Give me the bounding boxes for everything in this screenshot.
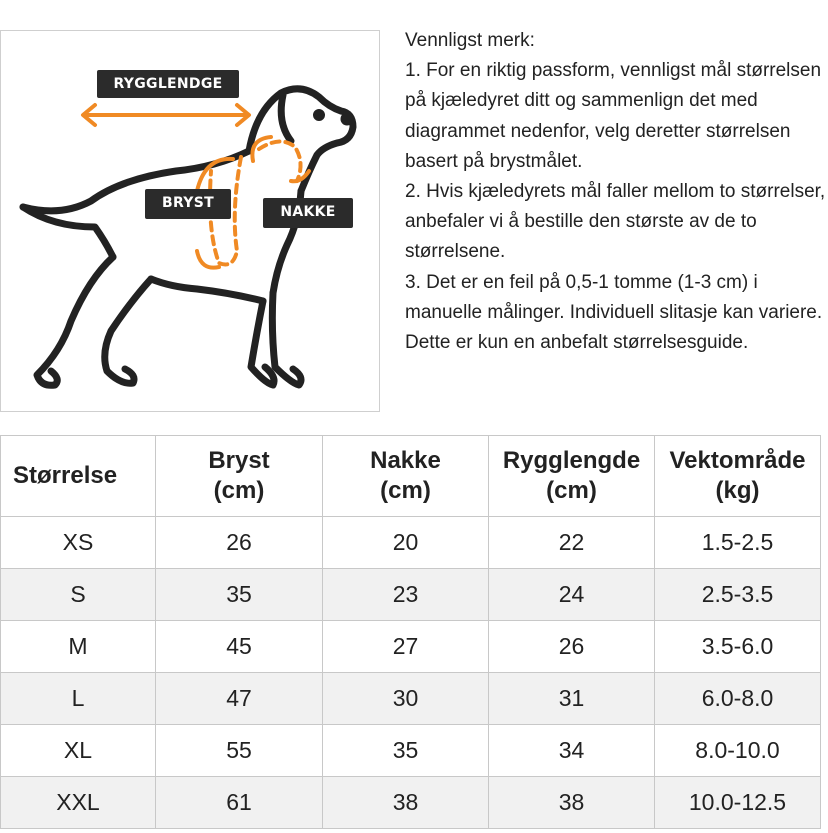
header-back-length [489, 436, 655, 517]
cell-back-length: 26 [489, 621, 655, 673]
table-row [1, 777, 821, 829]
note-line-4: Dette er kun en anbefalt størrelsesguide. [405, 332, 749, 354]
header-neck-unit: (cm) [380, 477, 431, 504]
cell-neck: 27 [323, 621, 489, 673]
header-chest [156, 436, 323, 517]
table-row [1, 569, 821, 621]
cell-back-length: 24 [489, 569, 655, 621]
cell-chest: 45 [156, 621, 323, 673]
cell-weight: 1.5-2.5 [655, 517, 821, 569]
back-length-label: RYGGLENDGE [97, 70, 239, 98]
header-back-length-label: Rygglengde [502, 447, 641, 474]
header-chest-unit: (cm) [213, 477, 265, 504]
header-back-length-unit: (cm) [546, 477, 597, 504]
table-row [1, 621, 821, 673]
chest-label: BRYST [145, 189, 231, 219]
header-chest-label: Bryst [208, 447, 270, 474]
table-row [1, 725, 821, 777]
cell-back-length: 34 [489, 725, 655, 777]
dog-measurement-diagram [0, 30, 380, 412]
cell-neck: 35 [323, 725, 489, 777]
cell-size: XS [1, 517, 156, 569]
cell-size: XXL [1, 777, 156, 829]
cell-back-length: 22 [489, 517, 655, 569]
header-size [1, 436, 156, 517]
notes-title: Vennligst merk: [405, 30, 535, 51]
cell-back-length: 38 [489, 777, 655, 829]
note-line-2: 2. Hvis kjæledyrets mål faller mellom to størrelser, anbefaler vi å bestille den største av de to størrelsene. [405, 181, 826, 263]
table-row [1, 673, 821, 725]
table-row [1, 517, 821, 569]
cell-neck: 38 [323, 777, 489, 829]
cell-weight: 6.0-8.0 [655, 673, 821, 725]
table-header-row [1, 436, 821, 517]
header-weight-label: Vektområde [669, 447, 806, 474]
cell-chest: 47 [156, 673, 323, 725]
note-line-1: 1. For en riktig passform, vennligst mål størrelsen på kjæledyret ditt og sammenlign det med diagrammet nedenfor, velg deretter størrelsen basert på brystmålet. [405, 60, 822, 172]
size-chart-table [0, 435, 821, 829]
cell-chest: 61 [156, 777, 323, 829]
cell-size: L [1, 673, 156, 725]
header-size-label: Størrelse [13, 462, 118, 489]
cell-weight: 3.5-6.0 [655, 621, 821, 673]
cell-size: S [1, 569, 156, 621]
cell-neck: 23 [323, 569, 489, 621]
cell-chest: 35 [156, 569, 323, 621]
cell-chest: 55 [156, 725, 323, 777]
cell-size: XL [1, 725, 156, 777]
cell-weight: 8.0-10.0 [655, 725, 821, 777]
neck-label: NAKKE [263, 198, 353, 228]
cell-weight: 10.0-12.5 [655, 777, 821, 829]
cell-back-length: 31 [489, 673, 655, 725]
header-neck-label: Nakke [370, 447, 441, 474]
note-line-3: 3. Det er en feil på 0,5-1 tomme (1-3 cm) i manuelle målinger. Individuell slitasje kan variere. [405, 271, 823, 323]
sizing-notes [405, 26, 828, 358]
header-weight-range [655, 436, 821, 517]
cell-weight: 2.5-3.5 [655, 569, 821, 621]
header-neck [323, 436, 489, 517]
cell-chest: 26 [156, 517, 323, 569]
cell-size: M [1, 621, 156, 673]
cell-neck: 30 [323, 673, 489, 725]
cell-neck: 20 [323, 517, 489, 569]
header-weight-unit: (kg) [715, 477, 760, 504]
